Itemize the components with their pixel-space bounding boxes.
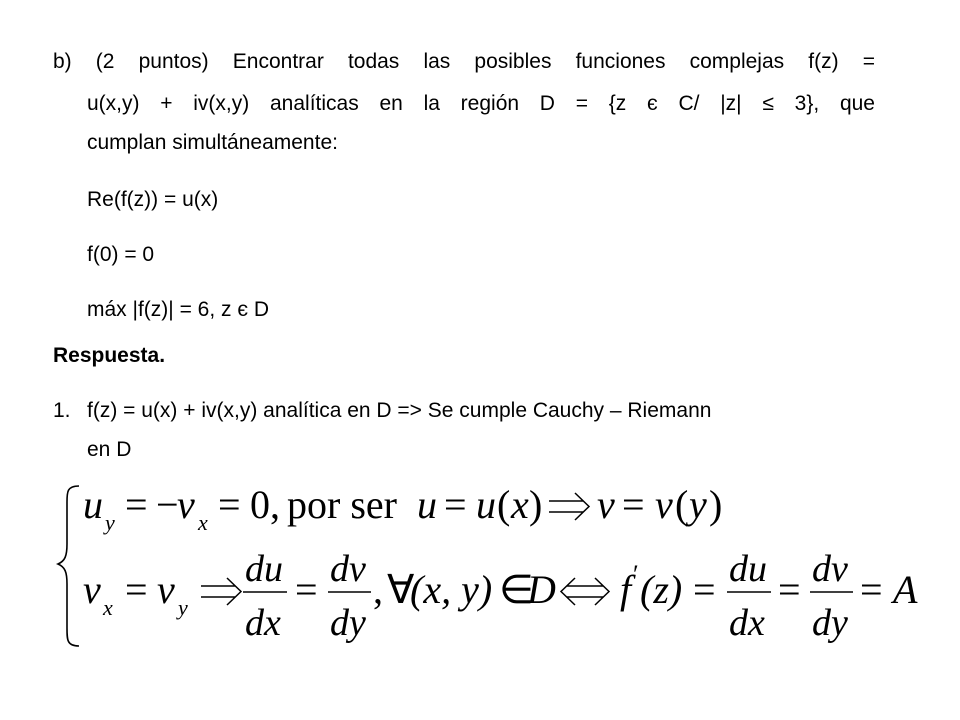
eq1-u-3: u [476,482,496,527]
eq1-u-2: u [417,482,437,527]
cauchy-riemann-equation [55,478,925,653]
eq1-v: v [177,482,195,527]
answer-heading: Respuesta. [53,344,166,367]
eq2-sub-y: y [178,595,188,620]
eq2-sub-x: x [103,595,113,620]
eq1-por-ser: por ser [287,482,397,527]
eq2-f: f [620,567,632,612]
eq1-zero: 0, [250,482,280,527]
step-1-line-1: f(z) = u(x) + iv(x,y) analítica en D => Se cumple Cauchy – Riemann [87,399,712,422]
eq2-v: v [83,567,101,612]
eq2-dv-2: dv [812,548,848,590]
left-brace [58,486,79,646]
eq1-rparen-2: ) [709,482,723,527]
eq1-v-2: v [597,482,615,527]
eq2-z: (z) [640,567,683,612]
eq2-equals-3: = [693,567,716,612]
eq2-dy-2: dy [812,602,848,644]
eq1-u: u [83,482,103,527]
eq2-equals-2: = [295,567,318,612]
eq1-sub-y: y [105,510,115,535]
eq2-D: D [527,567,556,612]
problem-line-3: cumplan simultáneamente: [87,131,338,154]
eq1-equals-4: = [622,482,645,527]
eq2-prime: ′ [633,560,639,589]
eq2-v-2: v [157,567,175,612]
eq1-minus: − [156,482,179,527]
eq1-equals-2: = [218,482,241,527]
eq2-xy: (x, y) [410,567,493,612]
eq2-comma: , [373,567,383,612]
eq2-du-2: du [729,548,767,590]
problem-line-2: u(x,y) + iv(x,y) analíticas en la región D = {z є C/ |z| ≤ 3}, que [87,92,875,115]
eq2-du: du [245,548,283,590]
condition-max-modulus: máx |f(z)| = 6, z є D [87,298,270,321]
eq1-rparen: ) [529,482,543,527]
eq2-equals-5: = [860,567,883,612]
eq2-dy: dy [330,602,366,644]
implies-arrow-icon [549,493,589,520]
eq1-sub-x: x [198,510,208,535]
step-number: 1. [53,399,71,422]
eq1-lparen-2: ( [675,482,689,527]
eq1-equals-3: = [444,482,467,527]
eq2-element-of: ∈ [499,567,534,612]
step-1-line-2: en D [87,438,132,461]
eq1-v-3: v [655,482,673,527]
problem-line-1: b) (2 puntos) Encontrar todas las posibles funciones complejas f(z) = [53,50,875,73]
eq1-equals: = [125,482,148,527]
eq1-y: y [689,482,707,527]
condition-real-part: Re(f(z)) = u(x) [87,188,219,211]
eq2-dx-2: dx [729,602,765,644]
iff-arrow-icon [561,578,609,605]
eq1-x: x [511,482,529,527]
eq1-lparen: ( [497,482,511,527]
eq2-dv: dv [330,548,366,590]
eq2-equals-4: = [778,567,801,612]
condition-f-at-zero: f(0) = 0 [87,243,155,266]
eq2-A: A [893,567,918,612]
implies-arrow-icon-2 [201,578,241,605]
eq2-dx: dx [245,602,281,644]
eq2-forall: ∀ [387,567,415,612]
eq2-equals: = [125,567,148,612]
